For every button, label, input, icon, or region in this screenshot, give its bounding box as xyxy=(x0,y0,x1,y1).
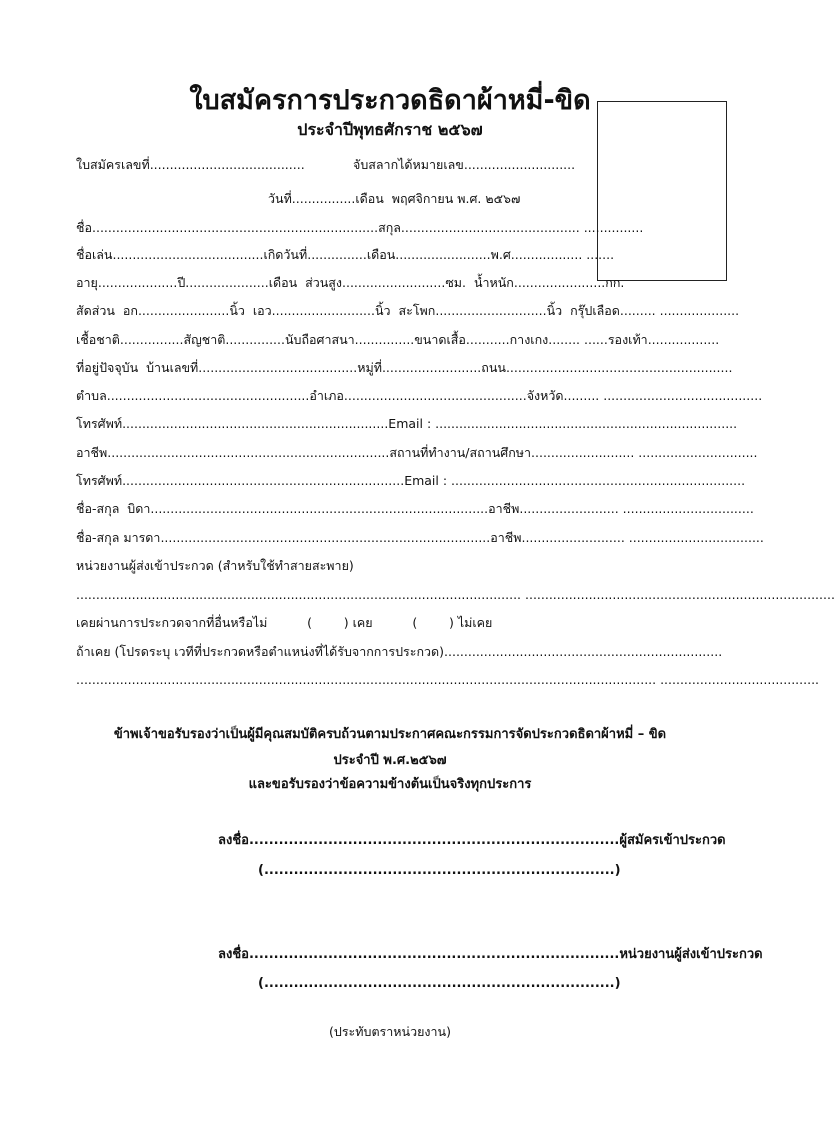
subdistrict-district-province-field: ตำบล...................................................อำเภอ..............................................จังหวัด......... ........................................ xyxy=(76,388,763,403)
date-field: วันที่................เดือน พฤศจิกายน พ.ศ. ๒๕๖๗ xyxy=(268,191,521,206)
mother-name-field: ชื่อ-สกุล มารดา...................................................................................อาชีพ.......................... .................................. xyxy=(76,530,764,545)
applicant-signature-line: ลงชื่อ...........................................................................ผู้สมัครเข้าประกวด xyxy=(218,833,726,848)
form-title: ใบสมัครการประกวดธิดาผ้าหมี่-ขิด xyxy=(189,85,591,116)
lottery-number-field: จับสลากได้หมายเลข............................ xyxy=(353,157,576,172)
application-number-field: ใบสมัครเลขที่....................................... xyxy=(76,157,305,172)
agency-printed-name: (.......................................................................) xyxy=(258,976,621,991)
nickname-birthdate-field: ชื่อเล่น......................................เกิดวันที่...............เดือน........................พ.ศ.................. ....... xyxy=(76,247,615,262)
phone-email-field-2: โทรศัพท์.......................................................................Email : .......................................................................... xyxy=(76,473,746,488)
body-measurements-field: สัดส่วน อก.......................นิ้ว เอว..........................นิ้ว สะโพก............................นิ้ว กรุ๊ปเลือด......... .................... xyxy=(76,303,740,318)
occupation-workplace-field: อาชีพ.......................................................................สถานที่ทำงาน/สถานศึกษา.......................... .............................. xyxy=(76,445,758,460)
father-name-field: ชื่อ-สกุล บิดา.....................................................................................อาชีพ......................... ................................. xyxy=(76,501,754,516)
form-subtitle: ประจำปีพุทธศักราช ๒๕๖๗ xyxy=(297,120,483,139)
applicant-printed-name: (.......................................................................) xyxy=(258,863,621,878)
photo-box xyxy=(597,101,727,281)
sponsor-agency-field: ................................................................................................................ .............................................................................. xyxy=(76,587,835,602)
stamp-note: (ประทับตราหน่วยงาน) xyxy=(329,1024,451,1039)
agency-signature-line: ลงชื่อ...........................................................................หน่วยงานผู้ส่งเข้าประกวด xyxy=(218,947,763,962)
age-height-weight-field: อายุ....................ปี.....................เดือน ส่วนสูง..........................ซม. น้ำหนัก.......................กก. xyxy=(76,275,625,290)
phone-email-field: โทรศัพท์...................................................................Email : ............................................................................ xyxy=(76,416,738,431)
certification-line-1: ข้าพเจ้าขอรับรองว่าเป็นผู้มีคุณสมบัติครบถ้วนตามประกาศคณะกรรมการจัดประกวดธิดาผ้าหมี่ – ขิด xyxy=(113,727,667,742)
previous-contest-detail-2: .................................................................................................................................................. ........................................ xyxy=(76,672,820,687)
ethnicity-sizes-field: เชื้อชาติ................สัญชาติ...............นับถือศาสนา...............ขนาดเสื้อ...........กางเกง........ ......รองเท้า.................. xyxy=(76,332,720,347)
sponsor-agency-label: หน่วยงานผู้ส่งเข้าประกวด (สำหรับใช้ทำสายสะพาย) xyxy=(76,558,354,573)
certification-line-2: ประจำปี พ.ศ.๒๕๖๗ xyxy=(333,753,447,768)
previous-contest-detail: ถ้าเคย (โปรดระบุ เวทีที่ประกวดหรือตำแหน่งที่ได้รับจากการประกวด)...................................................................... xyxy=(76,644,723,659)
previous-contest-question: เคยผ่านการประกวดจากที่อื่นหรือไม่ ( ) เคย ( ) ไม่เคย xyxy=(76,615,493,630)
certification-line-3: และขอรับรองว่าข้อความข้างต้นเป็นจริงทุกประการ xyxy=(248,777,532,792)
name-surname-field: ชื่อ........................................................................สกุล............................................. ............... xyxy=(76,220,644,235)
address-field: ที่อยู่ปัจจุบัน บ้านเลขที่........................................หมู่ที่.........................ถนน......................................................... xyxy=(76,360,733,375)
